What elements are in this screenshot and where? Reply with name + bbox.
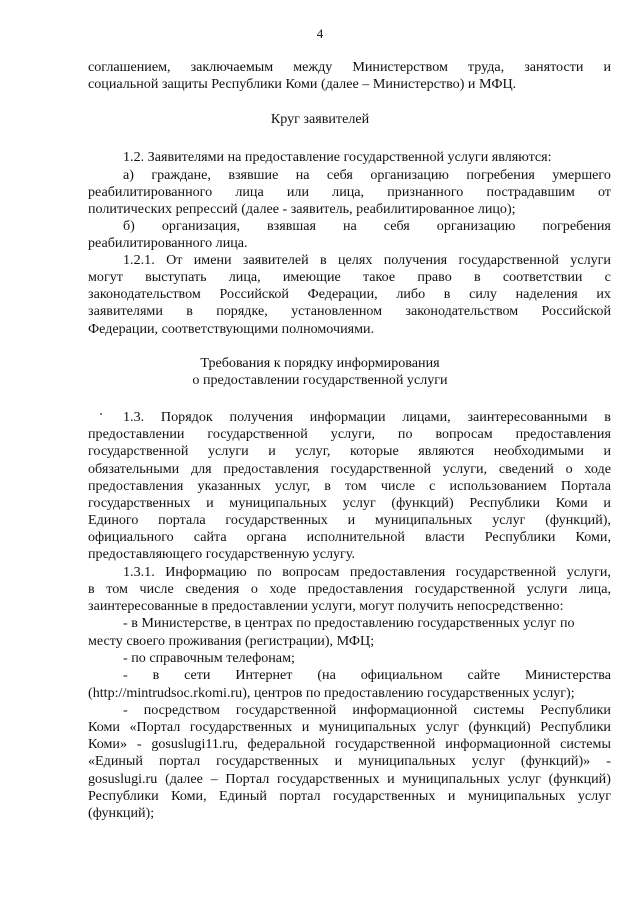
word: либо: [396, 286, 426, 302]
word: системы: [473, 702, 525, 718]
word: государственной: [207, 426, 308, 442]
text-line: [88, 234, 611, 252]
word: в: [88, 581, 95, 597]
word: которые: [349, 443, 399, 459]
word: в: [152, 667, 160, 683]
word: заинтересованные в предоставлении услуги, могут получить непосредственно:: [88, 598, 564, 614]
word: муниципальных: [374, 512, 473, 528]
word: целях: [338, 252, 373, 268]
word: взявшие: [228, 167, 279, 183]
word: занятости: [524, 59, 584, 75]
word: Министерством: [352, 59, 448, 75]
word: между: [293, 59, 333, 75]
word: и: [206, 495, 214, 511]
word: получения: [383, 252, 448, 268]
word: государственной: [330, 461, 432, 477]
text-line: [88, 58, 611, 76]
word: государственных: [189, 719, 293, 735]
word: том: [106, 581, 128, 597]
word: -: [123, 702, 128, 718]
text-line: [88, 787, 611, 805]
word: и: [387, 771, 395, 787]
word: ходе: [584, 461, 611, 477]
word: услуг: [471, 753, 505, 769]
word: Республики: [484, 529, 556, 545]
word: граждане,: [151, 167, 211, 183]
word: законодательством: [88, 286, 201, 302]
word: Республики: [540, 719, 611, 735]
word: и: [603, 443, 611, 459]
word: взявшая: [267, 218, 316, 234]
word: (на: [317, 667, 336, 683]
word: От: [166, 252, 183, 268]
word: Портала: [560, 478, 611, 494]
word: в: [473, 269, 481, 285]
word: (функций): [391, 495, 454, 511]
word: и: [603, 495, 611, 511]
text-line: [88, 614, 611, 632]
word: посредством: [143, 702, 220, 718]
word: исполнительной: [306, 529, 405, 545]
word: предоставления: [223, 461, 319, 477]
text-line: [88, 649, 611, 667]
word: или: [286, 184, 309, 200]
text-line: [88, 302, 611, 320]
word: 1.2. Заявителями на предоставление государственной услуги являются:: [123, 149, 552, 165]
word: получения: [229, 409, 293, 425]
word: установленном: [291, 303, 383, 319]
word: Республики: [88, 788, 159, 804]
word: их: [596, 286, 611, 302]
word: лица,: [579, 581, 611, 597]
word: услуг: [342, 495, 376, 511]
scan-dot: [100, 413, 102, 415]
text-line: [88, 545, 611, 563]
word: погребения: [466, 167, 535, 183]
word: политических репрессий (далее - заявитель, реабилитированное лицо);: [88, 201, 516, 217]
word: 1.3.: [123, 409, 145, 425]
text-line: [88, 217, 611, 235]
word: официального: [88, 529, 174, 545]
word: в: [443, 286, 451, 302]
text-line: [88, 718, 611, 736]
word: сети: [184, 667, 211, 683]
text-line: [88, 251, 611, 269]
word: социальной защиты Республики Коми (далее – Министерство) и МФЦ.: [88, 76, 517, 92]
word: услуги,: [566, 564, 611, 580]
word: Единый: [219, 788, 267, 804]
word: пострадавшим: [486, 184, 575, 200]
word: сведения: [185, 581, 240, 597]
word: услуги,: [330, 426, 375, 442]
word: на: [295, 167, 310, 183]
word: реабилитированного лица.: [88, 235, 248, 251]
word: реабилитированного: [88, 184, 213, 200]
word: услуг: [492, 512, 526, 528]
word: «Портал: [129, 719, 181, 735]
text-line: [88, 770, 611, 788]
section-heading: Требования к порядку информирования: [200, 355, 440, 371]
word: –: [210, 771, 218, 787]
text-line: [88, 408, 611, 426]
word: признанного: [387, 184, 464, 200]
word: числе: [139, 581, 174, 597]
word: том: [345, 478, 367, 494]
word: государственной: [235, 702, 337, 718]
word: и: [301, 719, 310, 735]
word: предоставления: [349, 564, 446, 580]
text-line: [88, 320, 611, 338]
word: указанных: [197, 478, 261, 494]
text-line: [88, 460, 611, 478]
word: себя: [383, 218, 410, 234]
word: информационной: [445, 736, 551, 752]
word: о: [565, 461, 573, 477]
word: и: [268, 443, 276, 459]
word: являются: [418, 443, 475, 459]
word: gosuslugi.ru: [88, 771, 158, 787]
word: Российской: [541, 303, 611, 319]
text-line: [88, 442, 611, 460]
word: погребения: [542, 218, 611, 234]
word: Федерации,: [307, 286, 378, 302]
word: в: [320, 252, 327, 268]
word: законодательством: [405, 303, 519, 319]
text-line: [88, 477, 611, 495]
word: предоставления: [307, 581, 404, 597]
word: -: [136, 736, 142, 752]
word: «Единый: [88, 753, 143, 769]
word: необходимыми: [493, 443, 584, 459]
word: в: [186, 303, 193, 319]
word: имеющие: [282, 269, 341, 285]
word: лица,: [228, 269, 261, 285]
word: лицами,: [402, 409, 451, 425]
word: портала: [158, 512, 206, 528]
word: государственных: [216, 753, 319, 769]
word: по: [397, 426, 413, 442]
page-number: 4: [316, 26, 324, 41]
word: (функций): [548, 771, 611, 787]
section-heading: Круг заявителей: [270, 111, 370, 127]
word: и: [334, 753, 343, 769]
word: государственной: [88, 443, 189, 459]
word: Коми»: [88, 736, 127, 752]
word: силу: [469, 286, 497, 302]
text-line: [88, 511, 611, 529]
word: заявителями: [88, 303, 163, 319]
word: Республики: [469, 495, 541, 511]
text-line: [88, 75, 611, 93]
word: Коми,: [171, 788, 207, 804]
word: (http://mintrudsoc.rkomi.ru), центров по предоставлению государственных услуг);: [88, 685, 575, 701]
word: -: [606, 753, 611, 769]
word: системы: [560, 736, 611, 752]
text-line: [88, 684, 611, 702]
word: труда,: [467, 59, 505, 75]
word: (функций);: [88, 805, 155, 821]
word: услуги: [570, 252, 611, 268]
word: вопросам: [282, 564, 340, 580]
word: Коми: [88, 719, 120, 735]
word: муниципальных: [229, 495, 327, 511]
word: а): [123, 167, 134, 183]
text-line: [88, 632, 611, 650]
section-heading: о предоставлении государственной услуги: [192, 372, 448, 388]
word: месту своего проживания (регистрации), МФЦ;: [88, 633, 375, 649]
word: с: [604, 269, 611, 285]
word: в: [604, 409, 611, 425]
word: и: [603, 59, 611, 75]
word: заявителей: [242, 252, 309, 268]
word: услуги: [526, 581, 568, 597]
word: - по справочным телефонам;: [123, 650, 295, 666]
word: государственной: [458, 252, 559, 268]
word: соответствии: [502, 269, 583, 285]
text-line: [88, 148, 611, 166]
word: числе: [380, 478, 416, 494]
word: услуги,: [442, 461, 488, 477]
word: услуг: [507, 771, 541, 787]
word: Интернет: [235, 667, 293, 683]
text-line: [88, 166, 611, 184]
word: умершего: [552, 167, 611, 183]
word: Российской: [219, 286, 289, 302]
word: обязательными: [88, 461, 180, 477]
word: услуг,: [295, 443, 331, 459]
word: организацию: [370, 167, 449, 183]
word: государственных: [277, 771, 380, 787]
word: Информацию: [165, 564, 247, 580]
text-line: [88, 597, 611, 615]
word: Федерации, соответствующими полномочиями.: [88, 321, 375, 337]
word: муниципальных: [358, 753, 456, 769]
word: государственных: [225, 512, 328, 528]
word: государственной: [455, 564, 557, 580]
word: информационной: [352, 702, 458, 718]
word: себя: [326, 167, 353, 183]
text-line: [88, 200, 611, 218]
text-line: [88, 580, 611, 598]
word: gosuslugi11.ru,: [151, 736, 238, 752]
word: муниципальных: [467, 788, 566, 804]
text-line: [88, 701, 611, 719]
word: Коми,: [575, 529, 611, 545]
word: соглашением,: [88, 59, 171, 75]
text-line: [88, 752, 611, 770]
text-line: [88, 563, 611, 581]
word: сайте: [467, 667, 501, 683]
word: - в Министерстве, в центрах по предоставлению государственных услуг по: [123, 615, 575, 631]
word: и: [447, 788, 456, 804]
word: Портал: [225, 771, 270, 787]
word: лица,: [332, 184, 365, 200]
word: (функций): [468, 719, 531, 735]
word: Министерства: [524, 667, 611, 683]
word: предоставляющего государственную услугу.: [88, 546, 355, 562]
word: услуг,: [275, 478, 311, 494]
word: организацию: [436, 218, 516, 234]
word: наделения: [515, 286, 578, 302]
word: для: [190, 461, 212, 477]
word: предоставления: [88, 478, 184, 494]
word: сведений: [498, 461, 554, 477]
text-line: [88, 425, 611, 443]
word: официальном: [360, 667, 443, 683]
word: государственной: [414, 581, 516, 597]
word: такое: [362, 269, 396, 285]
word: в: [324, 478, 331, 494]
word: о: [250, 581, 258, 597]
word: порядке,: [216, 303, 268, 319]
text-line: [88, 285, 611, 303]
word: заключаемым: [190, 59, 274, 75]
word: и: [347, 512, 356, 528]
text-line: [88, 528, 611, 546]
word: 1.2.1.: [123, 252, 155, 268]
word: услуг: [577, 788, 611, 804]
word: муниципальных: [318, 719, 417, 735]
word: государственной: [335, 736, 436, 752]
text-line: [88, 494, 611, 512]
word: власти: [424, 529, 465, 545]
word: портал: [279, 788, 321, 804]
word: (функций)»: [520, 753, 591, 769]
text-line: [88, 804, 611, 822]
word: сайта: [193, 529, 227, 545]
text-line: [88, 735, 611, 753]
word: право: [417, 269, 452, 285]
word: по: [257, 564, 272, 580]
word: вопросам: [435, 426, 493, 442]
word: органа: [246, 529, 287, 545]
word: предоставлении: [88, 426, 185, 442]
text-line: [88, 183, 611, 201]
word: Коми: [555, 495, 588, 511]
word: ходе: [269, 581, 297, 597]
text-line: [88, 268, 611, 286]
word: муниципальных: [402, 771, 500, 787]
word: организация,: [161, 218, 241, 234]
word: использованием: [449, 478, 547, 494]
word: (функций),: [545, 512, 611, 528]
word: на: [342, 218, 357, 234]
word: государственных: [333, 788, 436, 804]
word: от: [597, 184, 611, 200]
word: Республики: [540, 702, 611, 718]
word: портал: [158, 753, 201, 769]
word: -: [123, 667, 128, 683]
word: заинтересованными: [467, 409, 588, 425]
word: информации: [309, 409, 386, 425]
word: услуги: [207, 443, 249, 459]
word: выступать: [145, 269, 207, 285]
word: Единого: [88, 512, 139, 528]
word: с: [429, 478, 436, 494]
word: б): [123, 218, 135, 234]
word: (далее: [165, 771, 203, 787]
word: имени: [193, 252, 232, 268]
word: могут: [88, 269, 123, 285]
word: 1.3.1.: [123, 564, 155, 580]
word: государственных: [88, 495, 191, 511]
text-line: [88, 666, 611, 684]
word: услуг: [425, 719, 460, 735]
word: предоставления: [515, 426, 611, 442]
word: Порядок: [160, 409, 213, 425]
word: федеральной: [247, 736, 326, 752]
word: лица: [235, 184, 264, 200]
